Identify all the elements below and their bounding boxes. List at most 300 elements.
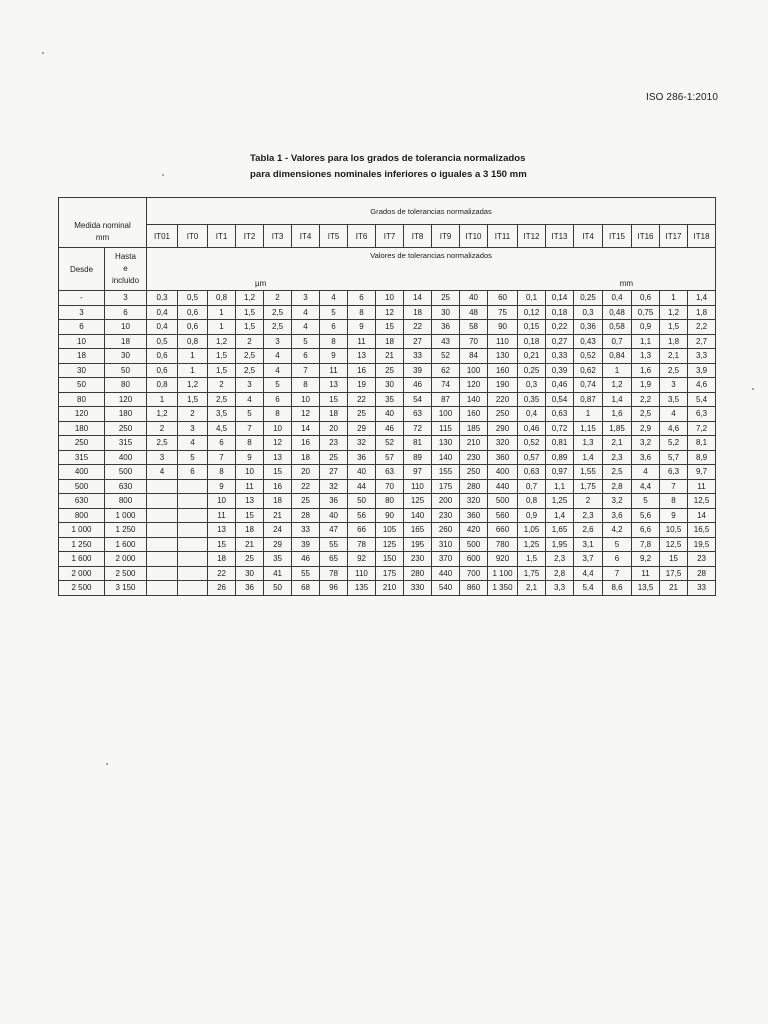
table-cell [178,537,208,552]
grade-header-12: IT11 [488,225,518,248]
table-cell: 7 [292,363,320,378]
table-cell: 70 [376,479,404,494]
table-cell: 130 [488,349,518,364]
table-cell: 1,75 [574,479,603,494]
table-cell [178,494,208,509]
table-cell: 0,14 [546,291,574,306]
table-cell: 0,7 [518,479,546,494]
table-cell: 39 [404,363,432,378]
table-cell: 27 [404,334,432,349]
table-cell: 6 [208,436,236,451]
table-cell: 1,25 [518,537,546,552]
table-cell: 0,81 [546,436,574,451]
table-cell: 0,22 [546,320,574,335]
table-cell: 2,5 [264,305,292,320]
table-cell: 560 [488,508,518,523]
table-cell: 1,5 [660,320,688,335]
medida-nominal-label: Medida nominal [74,221,131,230]
table-cell: 46 [292,552,320,567]
table-cell: 80 [376,494,404,509]
table-cell: 9 [208,479,236,494]
table-cell: 15 [236,508,264,523]
table-cell: 175 [432,479,460,494]
table-cell: 0,57 [518,450,546,465]
table-cell: 8 [264,407,292,422]
scan-speck [42,52,44,54]
table-cell: 25 [236,552,264,567]
scan-speck [162,174,164,176]
table-cell: 2 [178,407,208,422]
table-cell: 1,55 [574,465,603,480]
table-cell: 10 [376,291,404,306]
table-cell: 0,3 [574,305,603,320]
hasta-line-2: e [123,264,128,273]
table-cell: 3 [178,421,208,436]
table-cell: 62 [432,363,460,378]
table-cell: 1,5 [236,305,264,320]
row-hasta: 2 000 [105,552,147,567]
table-cell: 1,2 [660,305,688,320]
table-cell: 30 [376,378,404,393]
table-cell: 1 350 [488,581,518,596]
table-cell: 2 [208,378,236,393]
table-cell: 0,58 [603,320,632,335]
row-desde: 180 [59,421,105,436]
row-desde: 315 [59,450,105,465]
row-hasta: 250 [105,421,147,436]
table-cell: 25 [348,407,376,422]
table-cell: 0,4 [147,305,178,320]
table-cell: 46 [404,378,432,393]
table-cell: 5 [264,378,292,393]
table-cell: 21 [264,508,292,523]
table-cell: 7,2 [688,421,716,436]
grade-header-10: IT9 [432,225,460,248]
table-cell: 1,5 [208,363,236,378]
table-cell: 1 [574,407,603,422]
table-cell: 43 [432,334,460,349]
table-cell: 1,6 [603,407,632,422]
table-cell: 6 [320,320,348,335]
table-cell: 360 [460,508,488,523]
table-cell: 2,5 [147,436,178,451]
table-cell: 3,1 [574,537,603,552]
table-cell: 2,1 [660,349,688,364]
table-cell: 18 [320,407,348,422]
grade-header-5: IT4 [292,225,320,248]
table-cell: 16 [292,436,320,451]
table-cell: 4,2 [603,523,632,538]
table-cell: 4 [178,436,208,451]
table-cell: 1,6 [632,363,660,378]
row-hasta: 18 [105,334,147,349]
table-cell: 25 [432,291,460,306]
table-cell: 2 [574,494,603,509]
table-cell [147,552,178,567]
table-cell: 13 [348,349,376,364]
table-cell: 1,5 [518,552,546,567]
table-cell: 0,6 [178,320,208,335]
table-cell: 160 [488,363,518,378]
table-cell: 35 [376,392,404,407]
table-cell: 74 [432,378,460,393]
row-desde: 30 [59,363,105,378]
table-cell: 84 [460,349,488,364]
table-row [59,450,716,465]
table-cell: 320 [488,436,518,451]
table-cell: 660 [488,523,518,538]
table-cell: 1,2 [178,378,208,393]
table-cell: 9,7 [688,465,716,480]
row-hasta: 500 [105,465,147,480]
table-cell: 210 [460,436,488,451]
table-cell: 230 [404,552,432,567]
table-cell: 0,15 [518,320,546,335]
table-cell: 0,25 [574,291,603,306]
table-cell: 29 [348,421,376,436]
table-cell: 68 [292,581,320,596]
table-cell: 60 [488,291,518,306]
table-cell: 11 [688,479,716,494]
table-cell: 165 [404,523,432,538]
unit-millimetre: mm [518,276,716,291]
table-cell: 15 [320,392,348,407]
table-cell: 185 [460,421,488,436]
table-cell: 0,9 [518,508,546,523]
table-cell: 90 [376,508,404,523]
table-cell: 5,7 [660,450,688,465]
table-cell: 1,2 [236,291,264,306]
table-cell: 3,3 [546,581,574,596]
table-cell: 140 [404,508,432,523]
table-cell: 40 [348,465,376,480]
row-desde: 120 [59,407,105,422]
table-cell: 1 [660,291,688,306]
table-cell: 28 [688,566,716,581]
table-cell: 8,9 [688,450,716,465]
table-cell: 0,46 [518,421,546,436]
table-cell: 5 [603,537,632,552]
table-cell: 5,2 [660,436,688,451]
table-cell: 21 [236,537,264,552]
table-row [59,465,716,480]
table-cell: 17,5 [660,566,688,581]
table-cell: 47 [320,523,348,538]
table-cell: 52 [376,436,404,451]
table-cell: 210 [376,581,404,596]
table-cell: 1,1 [546,479,574,494]
table-cell: 16,5 [688,523,716,538]
medida-nominal-header [59,198,147,248]
table-cell: 0,6 [147,349,178,364]
table-cell: 4 [292,320,320,335]
table-cell: 330 [404,581,432,596]
table-cell: 6 [264,392,292,407]
table-cell: 3,6 [632,450,660,465]
table-cell: 13 [236,494,264,509]
table-cell: 87 [432,392,460,407]
table-cell: 9 [236,450,264,465]
table-cell: 4,6 [660,421,688,436]
row-hasta: 315 [105,436,147,451]
table-cell [147,479,178,494]
table-cell: 420 [460,523,488,538]
table-cell: 4 [660,407,688,422]
table-cell: 280 [404,566,432,581]
table-cell: 0,63 [546,407,574,422]
table-cell: 25 [376,363,404,378]
caption-line-2: para dimensiones nominales inferiores o iguales a 3 150 mm [250,169,527,180]
table-cell: 4 [147,465,178,480]
table-row [59,421,716,436]
table-cell: 135 [348,581,376,596]
grade-header-15: IT4 [574,225,603,248]
table-cell: 220 [488,392,518,407]
table-cell: 66 [348,523,376,538]
table-cell: 1 [208,305,236,320]
table-cell: 7 [236,421,264,436]
table-cell: 3 [147,450,178,465]
table-cell: 110 [348,566,376,581]
table-cell: 3,2 [603,494,632,509]
table-cell: 8 [320,334,348,349]
table-cell: 33 [688,581,716,596]
table-cell: 63 [404,407,432,422]
table-cell: 28 [292,508,320,523]
table-cell: 115 [432,421,460,436]
table-cell: 7,8 [632,537,660,552]
table-cell: 2,3 [546,552,574,567]
table-cell: 13 [208,523,236,538]
table-cell: 920 [488,552,518,567]
table-cell: 26 [208,581,236,596]
table-cell: 33 [404,349,432,364]
table-row [59,436,716,451]
table-cell: 0,84 [603,349,632,364]
hasta-header [105,248,147,291]
table-cell: 125 [404,494,432,509]
row-hasta: 180 [105,407,147,422]
table-cell: 12,5 [688,494,716,509]
table-cell [147,581,178,596]
table-cell: 8 [208,465,236,480]
table-cell: 50 [264,581,292,596]
table-cell: 25 [292,494,320,509]
row-desde: 2 000 [59,566,105,581]
row-hasta: 1 000 [105,508,147,523]
row-desde: 1 000 [59,523,105,538]
table-cell: 0,8 [147,378,178,393]
table-cell: 400 [488,465,518,480]
table-cell: 5 [632,494,660,509]
table-cell: 12 [376,305,404,320]
table-cell: 72 [404,421,432,436]
table-row [59,566,716,581]
table-cell [178,581,208,596]
grade-header-2: IT1 [208,225,236,248]
table-cell: 1,4 [546,508,574,523]
table-cell: 2,2 [688,320,716,335]
table-cell: 1,9 [632,378,660,393]
table-cell: 6 [178,465,208,480]
grade-header-4: IT3 [264,225,292,248]
row-hasta: 400 [105,450,147,465]
table-cell [178,552,208,567]
table-cell: 2,5 [603,465,632,480]
table-cell: 860 [460,581,488,596]
grade-header-3: IT2 [236,225,264,248]
table-cell: 48 [460,305,488,320]
table-cell: 1,2 [603,378,632,393]
table-cell: 8,1 [688,436,716,451]
table-cell: 11 [320,363,348,378]
row-desde: 250 [59,436,105,451]
row-desde: 1 600 [59,552,105,567]
table-cell: 11 [236,479,264,494]
standard-reference: ISO 286-1:2010 [646,92,719,103]
table-cell: 1,05 [518,523,546,538]
table-cell: 10 [236,465,264,480]
table-cell: 4 [264,349,292,364]
table-cell: 0,4 [603,291,632,306]
table-cell: 0,6 [178,305,208,320]
table-cell: 4 [632,465,660,480]
row-hasta: 3 150 [105,581,147,596]
table-cell [147,566,178,581]
table-cell: 2,6 [574,523,603,538]
row-hasta: 630 [105,479,147,494]
grade-header-7: IT6 [348,225,376,248]
scan-speck [106,763,108,765]
table-cell: 32 [348,436,376,451]
table-cell: 75 [488,305,518,320]
row-desde: 1 250 [59,537,105,552]
table-cell: 1 100 [488,566,518,581]
table-cell: 18 [404,305,432,320]
table-cell: 33 [292,523,320,538]
table-cell: 5 [236,407,264,422]
table-cell: 190 [488,378,518,393]
table-cell: 1,8 [660,334,688,349]
table-cell: 0,74 [574,378,603,393]
table-cell: 15 [376,320,404,335]
table-row [59,552,716,567]
table-cell: 2,8 [546,566,574,581]
table-row [59,378,716,393]
table-cell: 18 [264,494,292,509]
values-spacer [147,262,716,276]
table-cell: 22 [404,320,432,335]
table-cell: 0,48 [603,305,632,320]
table-cell: 96 [320,581,348,596]
table-cell: 11 [208,508,236,523]
table-cell: 0,25 [518,363,546,378]
table-cell: 2,9 [632,421,660,436]
row-hasta: 1 600 [105,537,147,552]
table-cell: 36 [348,450,376,465]
grade-header-14: IT13 [546,225,574,248]
table-cell: 500 [460,537,488,552]
table-cell: 600 [460,552,488,567]
table-cell [178,479,208,494]
table-cell: 55 [320,537,348,552]
table-cell: 0,8 [208,291,236,306]
table-cell: 92 [348,552,376,567]
table-cell: 250 [460,465,488,480]
table-cell: 1,25 [546,494,574,509]
table-cell: 195 [404,537,432,552]
table-cell: 11 [632,566,660,581]
table-row [59,581,716,596]
table-cell: 5,4 [688,392,716,407]
table-cell: 22 [292,479,320,494]
table-cell: 4 [292,305,320,320]
table-cell: 78 [320,566,348,581]
table-cell: 15 [264,465,292,480]
table-cell: 500 [488,494,518,509]
table-row [59,305,716,320]
row-desde: 500 [59,479,105,494]
table-cell: 2,5 [236,349,264,364]
row-desde: 6 [59,320,105,335]
table-cell: 20 [320,421,348,436]
tolerance-table [58,197,716,596]
grade-header-17: IT16 [632,225,660,248]
table-cell [178,566,208,581]
table-cell: 1,15 [574,421,603,436]
grade-header-0: IT01 [147,225,178,248]
table-cell: 12 [292,407,320,422]
table-cell: 0,87 [574,392,603,407]
table-cell: 36 [320,494,348,509]
table-cell: 2,5 [632,407,660,422]
table-cell: 18 [236,523,264,538]
table-cell: 90 [488,320,518,335]
table-cell: 9 [348,320,376,335]
table-cell: 29 [264,537,292,552]
table-cell: 44 [348,479,376,494]
table-cell: 175 [376,566,404,581]
table-cell: 1,3 [632,349,660,364]
table-cell: 16 [264,479,292,494]
table-cell: 46 [376,421,404,436]
row-desde: 400 [59,465,105,480]
table-cell: 0,6 [147,363,178,378]
row-hasta: 1 250 [105,523,147,538]
table-cell: 1,65 [546,523,574,538]
table-cell: 4 [236,392,264,407]
table-cell: 2 [264,291,292,306]
table-cell: 6 [348,291,376,306]
table-cell: 0,46 [546,378,574,393]
table-cell: 1,95 [546,537,574,552]
table-cell: 18 [208,552,236,567]
table-cell: 1 [178,363,208,378]
row-desde: 3 [59,305,105,320]
table-cell: 13 [264,450,292,465]
table-cell: 25 [320,450,348,465]
table-row [59,479,716,494]
table-cell: 290 [488,421,518,436]
row-desde: 80 [59,392,105,407]
desde-header: Desde [59,248,105,291]
table-cell: 540 [432,581,460,596]
table-cell: 55 [292,566,320,581]
table-cell: 1,3 [574,436,603,451]
table-cell: 105 [376,523,404,538]
table-cell: 1,4 [603,392,632,407]
table-cell: 3,6 [603,508,632,523]
